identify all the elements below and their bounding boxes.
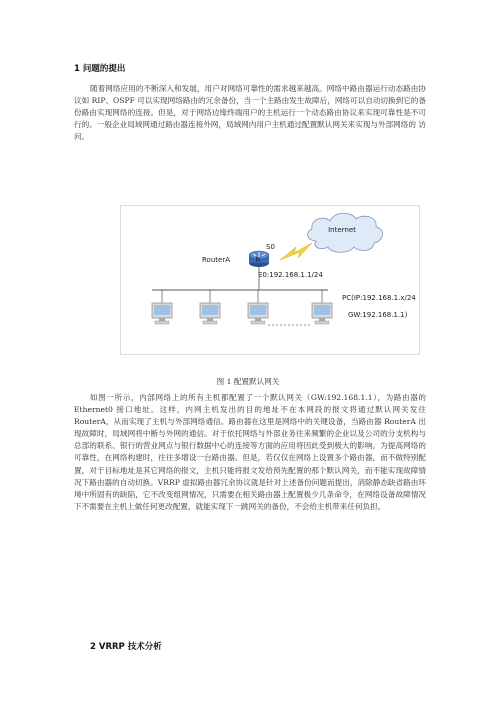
section-1-heading: 1 问题的提出 — [74, 64, 126, 74]
pc-icon — [248, 303, 268, 324]
figure-caption: 图 1 配置默认网关 — [216, 377, 280, 386]
section-1-paragraph-2: 如图一所示，内部网络上的所有主机都配置了一个默认网关（GW:192.168.1.1），为路由器的 Ethernet0 接口地址。这样，内网主机发出的目的地址不在本网段的报文将通过默认网关发往 RouterA，从而实现了主机与外部网络通信。路由器在这里是网络中的关键设备，当路由器 RouterA 出现故障时，局域网将中断与外网的通信。对于依托网络与外部业务往来频繁的企业以及公司的分支机构与总部的联系、银行的营业网点与银行数据中心的连接等方面的应用将因此受到极大的影响。为提高网络的可靠性，在网络构建时，往往多增设一台路由器。但是，若仅仅在网络上设置多个路由器，而不做特别配置，对于目标地址是其它网络的报文，主机只能将报文发给预先配置的那个默认网关，而不能实现故障情况下路由器的自动切换。VRRP 虚拟路由器冗余协议就是针对上述备份问题而提出，消除静态缺省路由环境中所固有的缺陷，它不改变组网情况，只需要在相关路由器上配置极少几条命令，在网络设备故障情况下不需要在主机上做任何更改配置，就能实现下一跳网关的备份，不会给主机带来任何负担。 — [74, 393, 426, 511]
router-name-label: RouterA — [202, 256, 230, 264]
internet-label: Internet — [328, 226, 356, 234]
section-1-paragraph: 随着网络应用的不断深入和发展，用户对网络可靠性的需求越来越高。网络中路由器运行动态路由协议如 RIP、OSPF 可以实现网络路由的冗余备份，当一个主路由发生故障后，网络可以自动切换到它的备份路由实现网络的连接。但是，对于网络边缘终端用户的主机运行一个动态路由协议来实现可靠性是不可行的。一般企业局域网通过路由器连接外网，局域网内用户主机通过配置默认网关来实现与外部网络的 访问。 — [74, 84, 426, 142]
pc-ip-label: PC(IP:192.168.1.x/24 — [342, 294, 416, 302]
pc-icon — [312, 303, 332, 324]
serial-link-lightning-icon — [280, 243, 312, 260]
section-2-heading: 2 VRRP 技术分析 — [90, 642, 162, 652]
pc-icon — [200, 303, 220, 324]
s0-label: S0 — [266, 243, 275, 251]
pc-icon — [152, 303, 172, 324]
e0-interface-label: E0:192.168.1.1/24 — [258, 271, 323, 279]
router-badge: R — [255, 256, 261, 264]
network-diagram — [120, 205, 420, 355]
pc-gateway-label: GW:192.168.1.1) — [348, 311, 408, 319]
